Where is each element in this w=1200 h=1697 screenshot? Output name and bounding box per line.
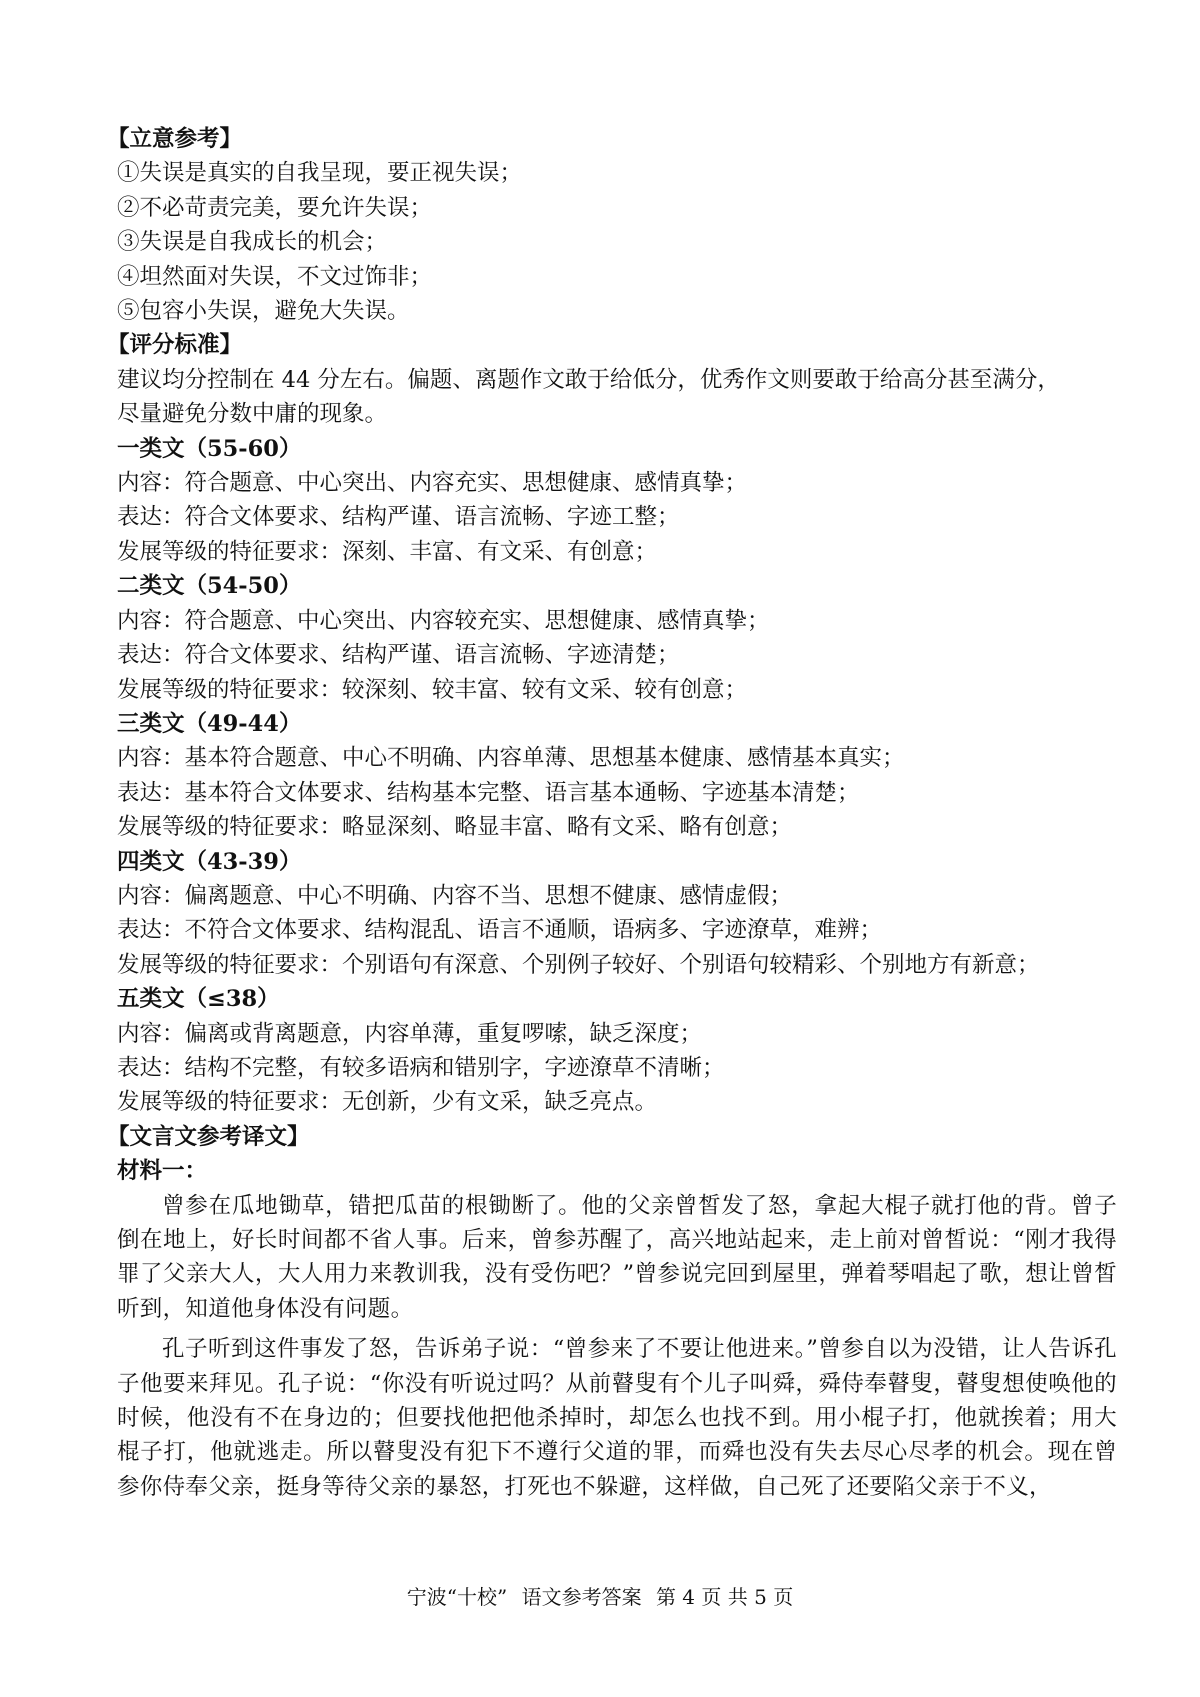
category-title-5: 五类文（≤38） <box>117 986 280 1013</box>
category-title-2: 二类文（54-50） <box>117 573 302 600</box>
category-5-content: 内容：偏离或背离题意，内容单薄，重复啰嗦，缺乏深度； <box>117 1020 703 1047</box>
pingfen-intro-line-1: 建议均分控制在 44 分左右。偏题、离题作文敢于给低分，优秀作文则要敢于给高分甚至满分， <box>117 366 1060 393</box>
material-title: 材料一： <box>117 1158 208 1185</box>
category-1-expression: 表达：符合文体要求、结构严谨、语言流畅、字迹工整； <box>117 504 680 531</box>
liyi-item-1: ①失误是真实的自我呈现，要正视失误； <box>117 160 523 187</box>
category-2-development: 发展等级的特征要求：较深刻、较丰富、较有文采、较有创意； <box>117 676 748 703</box>
category-2-content: 内容：符合题意、中心突出、内容较充实、思想健康、感情真挚； <box>117 607 770 634</box>
translation-paragraph-1: 曾参在瓜地锄草，错把瓜苗的根锄断了。他的父亲曾皙发了怒，拿起大棍子就打他的背。曾子倒在地上，好长时间都不省人事。后来，曾参苏醒了，高兴地站起来，走上前对曾皙说：“刚才我得罪了父亲大人，大人用力来教训我，没有受伤吧？”曾参说完回到屋里，弹着琴唱起了歌，想让曾皙听到，知道他身体没有问题。 <box>117 1192 1117 1322</box>
liyi-item-3: ③失误是自我成长的机会； <box>117 229 388 256</box>
category-3-expression: 表达：基本符合文体要求、结构基本完整、语言基本通畅、字迹基本清楚； <box>117 779 860 806</box>
category-5-expression: 表达：结构不完整，有较多语病和错别字，字迹潦草不清晰； <box>117 1054 725 1081</box>
liyi-item-5: ⑤包容小失误，避免大失误。 <box>117 298 410 325</box>
category-5-development: 发展等级的特征要求：无创新，少有文采，缺乏亮点。 <box>117 1089 658 1116</box>
category-1-development: 发展等级的特征要求：深刻、丰富、有文采、有创意； <box>117 538 658 565</box>
category-4-content: 内容：偏离题意、中心不明确、内容不当、思想不健康、感情虚假； <box>117 882 793 909</box>
category-1-content: 内容：符合题意、中心突出、内容充实、思想健康、感情真挚； <box>117 470 748 497</box>
liyi-item-2: ②不必苛责完美，要允许失误； <box>117 194 433 221</box>
section-heading-pingfen: 【评分标准】 <box>107 332 243 359</box>
page-content <box>107 122 1117 1504</box>
liyi-item-4: ④坦然面对失误，不文过饰非； <box>117 263 433 290</box>
page-footer <box>0 1583 1200 1611</box>
footer-subject: 语文参考答案 <box>521 1585 642 1609</box>
translation-paragraph-2: 孔子听到这件事发了怒，告诉弟子说：“曾参来了不要让他进来。”曾参自以为没错，让人告诉孔子他要来拜见。孔子说：“你没有听说过吗？从前瞽叟有个儿子叫舜，舜侍奉瞽叟，瞽叟想使唤他的时候，他没有不在身边的；但要找他把他杀掉时，却怎么也找不到。用小棍子打，他就挨着；用大棍子打，他就逃走。所以瞽叟没有犯下不遵行父道的罪，而舜也没有失去尽心尽孝的机会。现在曾参你侍奉父亲，挺身等待父亲的暴怒，打死也不躲避，这样做，自己死了还要陷父亲于不义， <box>117 1336 1117 1500</box>
category-2-expression: 表达：符合文体要求、结构严谨、语言流畅、字迹清楚； <box>117 642 680 669</box>
section-heading-wenyan: 【文言文参考译文】 <box>107 1123 310 1150</box>
category-3-content: 内容：基本符合题意、中心不明确、内容单薄、思想基本健康、感情基本真实； <box>117 745 905 772</box>
category-title-3: 三类文（49-44） <box>117 710 302 737</box>
footer-school: 宁波“十校” <box>406 1585 508 1609</box>
category-title-1: 一类文（55-60） <box>117 435 302 462</box>
category-4-development: 发展等级的特征要求：个别语句有深意、个别例子较好、个别语句较精彩、个别地方有新意； <box>117 951 1040 978</box>
category-4-expression: 表达：不符合文体要求、结构混乱、语言不通顺，语病多、字迹潦草，难辨； <box>117 917 883 944</box>
category-title-4: 四类文（43-39） <box>117 848 302 875</box>
section-heading-liyi: 【立意参考】 <box>107 126 243 152</box>
category-3-development: 发展等级的特征要求：略显深刻、略显丰富、略有文采、略有创意； <box>117 814 793 841</box>
pingfen-intro-line-2: 尽量避免分数中庸的现象。 <box>117 401 388 428</box>
footer-page-number: 第 4 页 共 5 页 <box>655 1585 794 1609</box>
